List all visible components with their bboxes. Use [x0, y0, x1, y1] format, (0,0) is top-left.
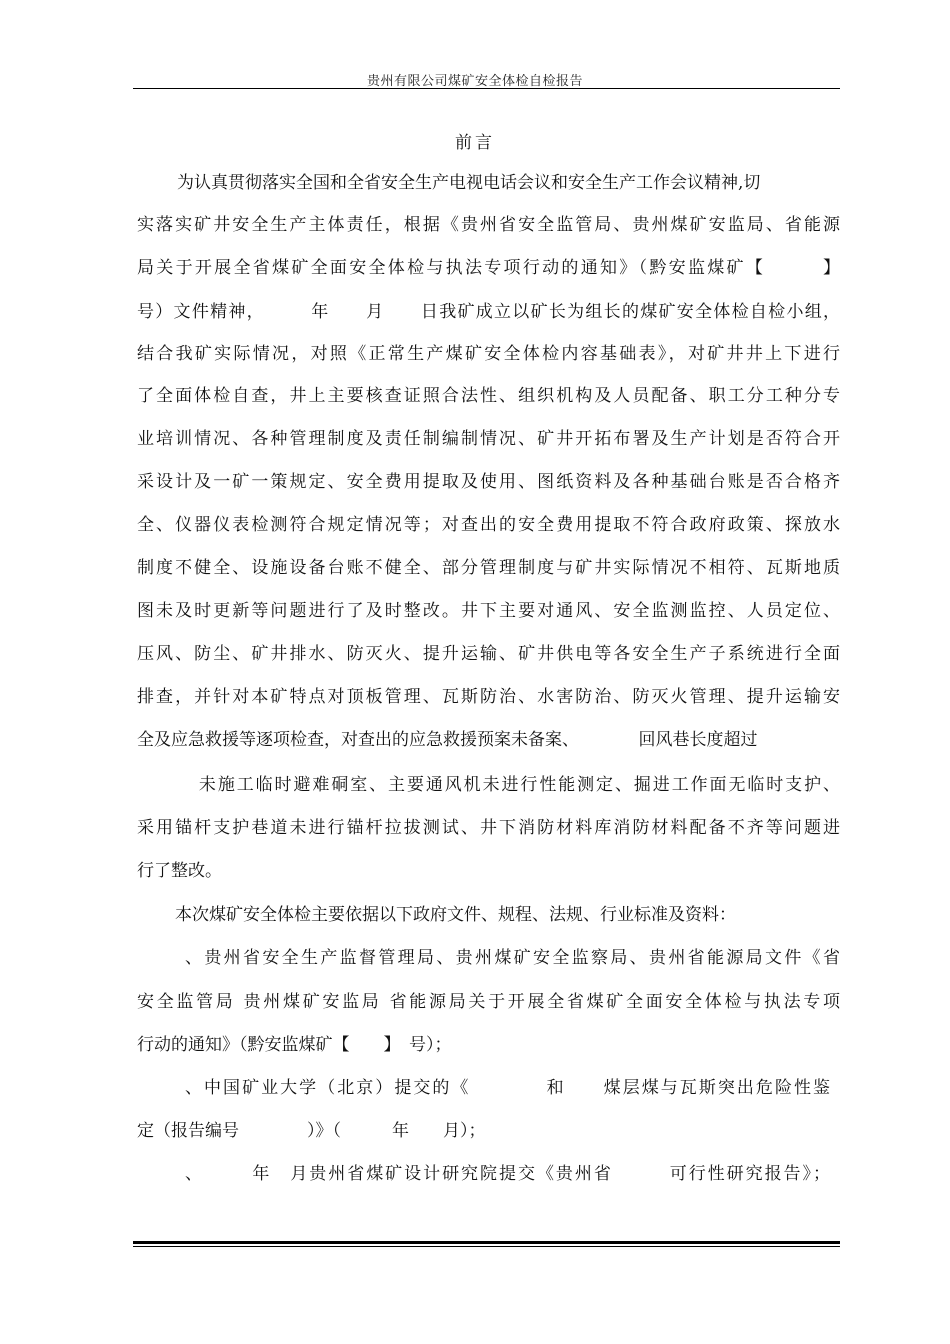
paragraph-line-17: 行了整改。: [137, 861, 222, 881]
paragraph-line-6: 了全面体检自查，井上主要核查证照合法性、组织机构及人员配备、职工分工种分专: [137, 386, 840, 406]
basis-item-1-line-1: 、贵州省安全生产监督管理局、贵州煤矿安全监察局、贵州省能源局文件《省: [185, 948, 840, 968]
basis-intro-line: 本次煤矿安全体检主要依据以下政府文件、规程、法规、行业标准及资料：: [175, 905, 736, 925]
basis-item-1-line-2: 安全监管局 贵州煤矿安监局 省能源局关于开展全省煤矿全面安全体检与执法专项: [137, 992, 840, 1012]
basis-item-3-line-1: 、 年 月贵州省煤矿设计研究院提交《贵州省 可行性研究报告》；: [185, 1164, 830, 1184]
basis-item-2-line-1: 、中国矿业大学（北京）提交的《 和 煤层煤与瓦斯突出危险性鉴: [185, 1078, 830, 1098]
header-rule: [133, 88, 840, 89]
section-heading: 前言: [455, 133, 495, 153]
paragraph-line-11: 图未及时更新等问题进行了及时整改。井下主要对通风、安全监测监控、人员定位、: [137, 601, 840, 621]
paragraph-line-13: 排查，并针对本矿特点对顶板管理、瓦斯防治、水害防治、防灭火管理、提升运输安: [137, 687, 840, 707]
paragraph-line-5: 结合我矿实际情况，对照《正常生产煤矿安全体检内容基础表》，对矿井井上下进行: [137, 344, 840, 364]
paragraph-line-10: 制度不健全、设施设备台账不健全、部分管理制度与矿井实际情况不相符、瓦斯地质: [137, 558, 840, 578]
footer-rule: [133, 1241, 840, 1247]
paragraph-line-7: 业培训情况、各种管理制度及责任制编制情况、矿井开拓布署及生产计划是否符合开: [137, 429, 840, 449]
paragraph-line-14: 全及应急救援等逐项检查，对查出的应急救援预案未备案、 回风巷长度超过: [137, 730, 758, 750]
paragraph-line-12: 压风、防尘、矿井排水、防灭火、提升运输、矿井供电等各安全生产子系统进行全面: [137, 644, 840, 664]
paragraph-line-2: 实落实矿井安全生产主体责任，根据《贵州省安全监管局、贵州煤矿安监局、省能源: [137, 215, 840, 235]
paragraph-line-16: 采用锚杆支护巷道未进行锚杆拉拔测试、井下消防材料库消防材料配备不齐等问题进: [137, 818, 840, 838]
running-header: 贵州有限公司煤矿安全体检自检报告: [366, 74, 583, 89]
basis-item-1-line-3: 行动的通知》（黔安监煤矿【 】 号）；: [137, 1035, 452, 1055]
paragraph-line-9: 全、仪器仪表检测符合规定情况等；对查出的安全费用提取不符合政府政策、探放水: [137, 515, 840, 535]
paragraph-line-4: 号）文件精神， 年 月 日我矿成立以矿长为组长的煤矿安全体检自检小组，: [137, 302, 840, 322]
basis-item-2-line-2: 定（报告编号 ）》（ 年 月）；: [137, 1121, 486, 1141]
paragraph-line-15: 未施工临时避难硐室、主要通风机未进行性能测定、掘进工作面无临时支护、: [180, 775, 840, 795]
paragraph-line-8: 采设计及一矿一策规定、安全费用提取及使用、图纸资料及各种基础台账是否合格齐: [137, 472, 840, 492]
paragraph-line-3: 局关于开展全省煤矿全面安全体检与执法专项行动的通知》（黔安监煤矿【 】: [137, 258, 840, 278]
paragraph-line-1: 为认真贯彻落实全国和全省安全生产电视电话会议和安全生产工作会议精神,切: [177, 173, 761, 193]
